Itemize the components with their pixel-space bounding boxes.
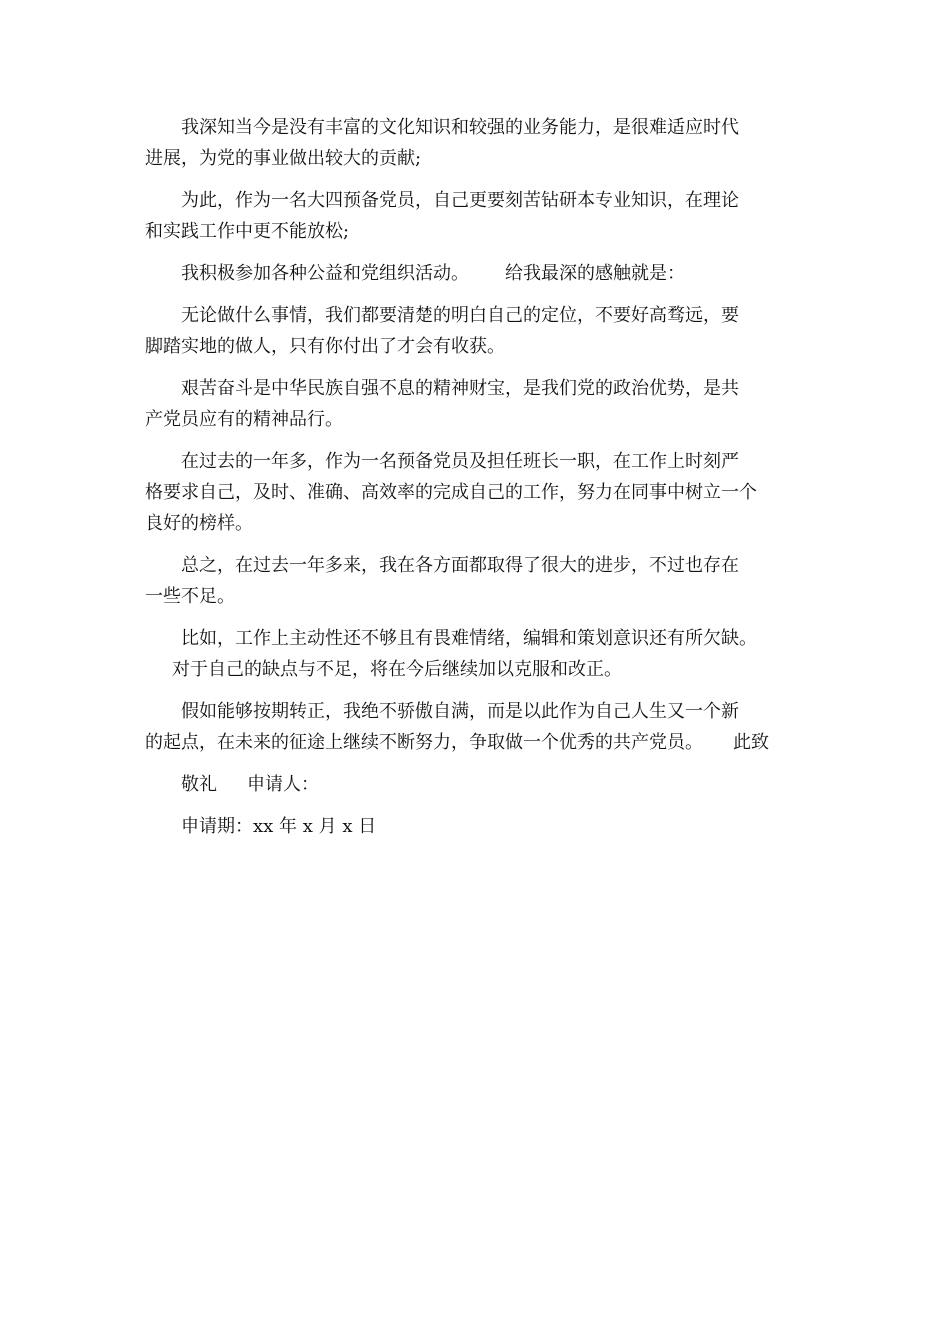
salutation-text: 此致 <box>733 732 769 753</box>
paragraph-line: 格要求自己，及时、准确、高效率的完成自己的工作，努力在同事中树立一个 <box>145 482 757 503</box>
paragraph-line <box>145 258 825 289</box>
paragraph-10 <box>145 769 825 800</box>
paragraph-8 <box>145 623 837 685</box>
paragraph-2 <box>145 185 825 247</box>
paragraph-line: 和实践工作中更不能放松; <box>145 221 350 242</box>
application-date: 申请期：xx 年 x 月 x 日 <box>181 816 377 837</box>
paragraph-line <box>145 727 825 758</box>
paragraph-line <box>145 769 825 800</box>
paragraph-11 <box>145 811 825 842</box>
paragraph-line: 艰苦奋斗是中华民族自强不息的精神财宝，是我们党的政治优势，是共 <box>181 378 739 399</box>
letter-body <box>145 112 825 853</box>
paragraph-line: 脚踏实地的做人，只有你付出了才会有收获。 <box>145 336 505 357</box>
paragraph-7 <box>145 550 825 612</box>
closing-sentence: 的起点，在未来的征途上继续不断努力，争取做一个优秀的共产党员。 <box>145 732 703 753</box>
regards-text: 敬礼 <box>181 774 217 795</box>
paragraph-line: 无论做什么事情，我们都要清楚的明白自己的定位，不要好高骛远，要 <box>181 305 739 326</box>
applicant-label: 申请人： <box>247 774 319 795</box>
paragraph-9 <box>145 696 825 758</box>
paragraph-line: 良好的榜样。 <box>145 513 253 534</box>
paragraph-1 <box>145 112 825 174</box>
paragraph-5 <box>145 373 825 435</box>
paragraph-line: 一些不足。 <box>145 586 235 607</box>
paragraph-line: 总之，在过去一年多来，我在各方面都取得了很大的进步，不过也存在 <box>181 555 739 576</box>
paragraph-4 <box>145 300 825 362</box>
paragraph-line: 进展，为党的事业做出较大的贡献; <box>145 148 422 169</box>
feeling-sentence: 给我最深的感触就是： <box>505 263 685 284</box>
paragraph-line: 在过去的一年多，作为一名预备党员及担任班长一职，在工作上时刻严 <box>181 451 739 472</box>
paragraph-6 <box>145 446 825 539</box>
activity-sentence: 我积极参加各种公益和党组织活动。 <box>181 263 469 284</box>
paragraph-line: 为此，作为一名大四预备党员，自己更要刻苦钻研本专业知识，在理论 <box>181 190 739 211</box>
paragraph-line: 比如，工作上主动性还不够且有畏难情绪，编辑和策划意识还有所欠缺。 <box>181 628 757 649</box>
paragraph-line: 我深知当今是没有丰富的文化知识和较强的业务能力，是很难适应时代 <box>181 117 739 138</box>
paragraph-line: 对于自己的缺点与不足，将在今后继续加以克服和改正。 <box>172 659 622 680</box>
paragraph-line: 假如能够按期转正，我绝不骄傲自满，而是以此作为自己人生又一个新 <box>181 701 739 722</box>
paragraph-3 <box>145 258 825 289</box>
paragraph-line: 产党员应有的精神品行。 <box>145 409 343 430</box>
